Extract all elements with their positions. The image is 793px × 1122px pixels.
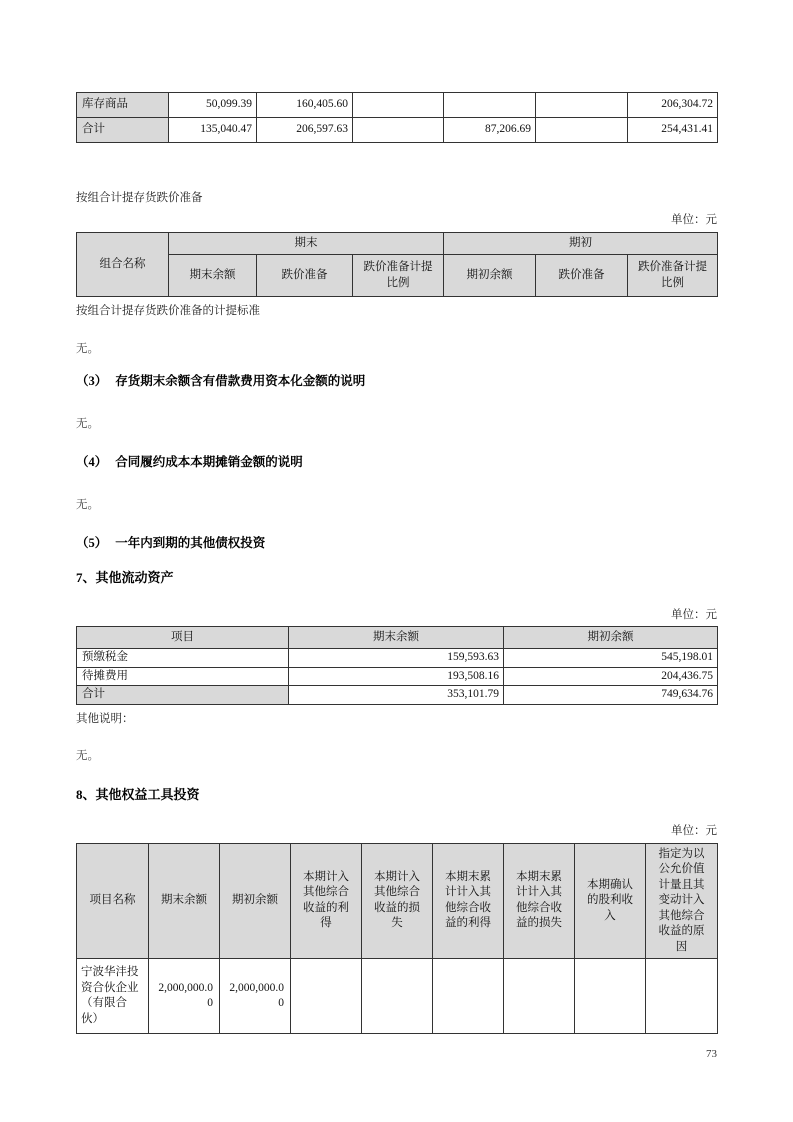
col-header: 本期末累计计入其他综合收益的损失 (504, 843, 575, 959)
clause-3-heading (76, 373, 717, 389)
cell-value: 159,593.63 (289, 649, 504, 668)
other-equity-instruments-table (76, 843, 718, 1035)
col-header: 项目名称 (77, 843, 149, 959)
none-text: 无。 (76, 499, 99, 511)
col-header-period-begin: 期初 (444, 233, 718, 255)
unit-label: 单位：元 (671, 609, 717, 621)
none-text: 无。 (76, 343, 99, 355)
combo-provision-table (76, 232, 718, 297)
header-row (77, 843, 718, 959)
clause-title: 合同履约成本本期摊销金额的说明 (115, 455, 303, 469)
combo-standard-title: 按组合计提存货跌价准备的计提标准 (76, 305, 260, 317)
cell-value (646, 959, 718, 1034)
row-label: 预缴税金 (77, 649, 289, 668)
cell-value: 2,000,000.00 (220, 959, 291, 1034)
cell-value: 204,436.75 (504, 667, 718, 686)
cell-value: 206,304.72 (628, 93, 718, 118)
clause-title: 存货期末余额含有借款费用资本化金额的说明 (115, 374, 366, 388)
unit-label: 单位：元 (671, 214, 717, 226)
clause-4-heading (76, 454, 717, 470)
table-row (77, 959, 718, 1034)
section-7-heading: 7、其他流动资产 (76, 570, 174, 585)
cell-value (444, 93, 536, 118)
col-header: 指定为以公允价值计量且其变动计入其他综合收益的原因 (646, 843, 718, 959)
row-label: 宁波华沣投资合伙企业（有限合伙） (77, 959, 149, 1034)
row-label: 合计 (77, 686, 289, 705)
cell-value (362, 959, 433, 1034)
cell-value: 135,040.47 (169, 118, 257, 143)
none-text: 无。 (76, 749, 99, 762)
col-header-group-name: 组合名称 (77, 233, 169, 297)
cell-value: 749,634.76 (504, 686, 718, 705)
row-label: 库存商品 (77, 93, 169, 118)
clause-5-heading (76, 535, 717, 551)
col-header-period-end: 期末 (169, 233, 444, 255)
cell-value (536, 93, 628, 118)
col-header: 本期末累计计入其他综合收益的利得 (433, 843, 504, 959)
col-header: 期初余额 (444, 255, 536, 297)
col-header: 期末余额 (149, 843, 220, 959)
cell-value: 50,099.39 (169, 93, 257, 118)
row-label: 合计 (77, 118, 169, 143)
col-header: 期初余额 (220, 843, 291, 959)
page-content (76, 92, 717, 1061)
cell-value: 193,508.16 (289, 667, 504, 686)
clause-number: （5） (76, 536, 108, 550)
other-current-assets-table (76, 626, 718, 705)
table-row (77, 667, 718, 686)
col-header: 跌价准备 (536, 255, 628, 297)
header-row-subcolumns (77, 255, 718, 297)
unit-label: 单位：元 (671, 824, 717, 837)
cell-value: 160,405.60 (257, 93, 353, 118)
col-header: 本期确认的股利收入 (575, 843, 646, 959)
col-header: 项目 (77, 627, 289, 649)
cell-value (504, 959, 575, 1034)
cell-value (353, 118, 444, 143)
cell-value: 206,597.63 (257, 118, 353, 143)
cell-value: 2,000,000.00 (149, 959, 220, 1034)
clause-title: 一年内到期的其他债权投资 (115, 536, 266, 550)
col-header: 跌价准备计提比例 (628, 255, 718, 297)
table-row (77, 649, 718, 668)
clause-number: （4） (76, 455, 108, 469)
row-label: 待摊费用 (77, 667, 289, 686)
page-number: 73 (706, 1048, 717, 1061)
col-header: 本期计入其他综合收益的损失 (362, 843, 433, 959)
cell-value: 545,198.01 (504, 649, 718, 668)
col-header: 期初余额 (504, 627, 718, 649)
cell-value (536, 118, 628, 143)
clause-number: （3） (76, 374, 108, 388)
table-row (77, 93, 718, 118)
section-8-heading: 8、其他权益工具投资 (76, 786, 200, 802)
table-row-total (77, 118, 718, 143)
none-text: 无。 (76, 418, 99, 430)
cell-value: 87,206.69 (444, 118, 536, 143)
cell-value (433, 959, 504, 1034)
col-header: 跌价准备计提比例 (353, 255, 444, 297)
header-row (77, 627, 718, 649)
col-header: 期末余额 (169, 255, 257, 297)
col-header: 期末余额 (289, 627, 504, 649)
other-note-label: 其他说明： (76, 712, 134, 725)
cell-value (575, 959, 646, 1034)
header-row-groups (77, 233, 718, 255)
cell-value: 353,101.79 (289, 686, 504, 705)
combo-section-title: 按组合计提存货跌价准备 (76, 192, 203, 204)
table-row-total (77, 686, 718, 705)
col-header: 本期计入其他综合收益的利得 (291, 843, 362, 959)
cell-value: 254,431.41 (628, 118, 718, 143)
cell-value (291, 959, 362, 1034)
col-header: 跌价准备 (257, 255, 353, 297)
inventory-table-tail (76, 92, 718, 143)
cell-value (353, 93, 444, 118)
